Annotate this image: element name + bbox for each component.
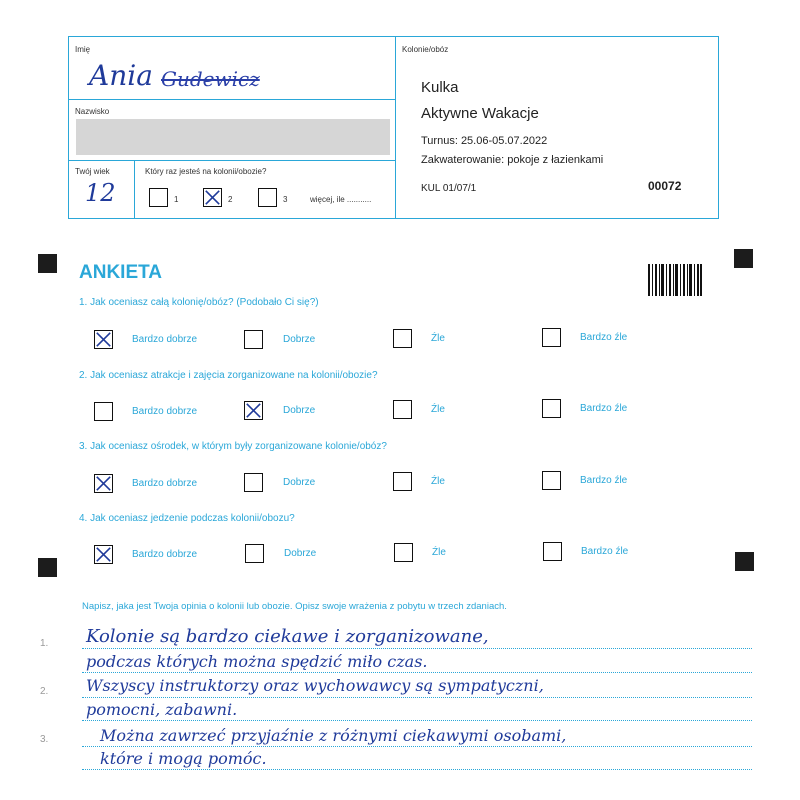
age-value[interactable]: 12 [85, 179, 116, 207]
q2-dobrze-checkbox[interactable] [244, 401, 263, 420]
surname-redaction [76, 119, 390, 155]
times-option-2: 2 [228, 195, 233, 204]
opinion-line-6[interactable]: które i mogą pomóc. [100, 749, 267, 768]
camp-program: Aktywne Wakacje [421, 105, 539, 122]
q1-bardzo-zle-checkbox[interactable] [542, 328, 561, 347]
check-mark-icon [245, 402, 262, 419]
barcode-icon [648, 264, 702, 296]
check-mark-icon [204, 189, 221, 206]
times-checkbox-2[interactable] [203, 188, 222, 207]
struck-surname: Gudewicz [161, 67, 260, 91]
q2-zle-checkbox[interactable] [393, 400, 412, 419]
q3-bardzo-dobrze-checkbox[interactable] [94, 474, 113, 493]
writing-line [82, 672, 752, 673]
q3-option-4: Bardzo źle [580, 475, 628, 486]
writing-line [82, 697, 752, 698]
writing-line [82, 769, 752, 770]
q3-option-1: Bardzo dobrze [132, 478, 198, 489]
line-number-1: 1. [40, 638, 49, 649]
q1-option-4: Bardzo źle [580, 332, 628, 343]
name-label: Imię [75, 45, 91, 54]
header-form [68, 36, 719, 219]
q3-zle-checkbox[interactable] [393, 472, 412, 491]
check-mark-icon [95, 546, 112, 563]
q1-option-2: Dobrze [283, 334, 316, 345]
q2-option-3: Źle [431, 404, 445, 415]
q2-option-2: Dobrze [283, 405, 316, 416]
q3-bardzo-zle-checkbox[interactable] [542, 471, 561, 490]
q4-dobrze-checkbox[interactable] [245, 544, 264, 563]
q4-bardzo-zle-checkbox[interactable] [543, 542, 562, 561]
times-checkbox-3[interactable] [258, 188, 277, 207]
q2-bardzo-zle-checkbox[interactable] [542, 399, 561, 418]
q2-bardzo-dobrze-checkbox[interactable] [94, 402, 113, 421]
opinion-line-5[interactable]: Można zawrzeć przyjaźnie z różnymi ciekawymi osobami, [100, 726, 567, 745]
q4-option-3: Źle [432, 547, 446, 558]
q1-dobrze-checkbox[interactable] [244, 330, 263, 349]
q1-option-3: Źle [431, 333, 445, 344]
camp-code: KUL 01/07/1 [421, 183, 477, 194]
registration-mark [734, 249, 753, 268]
name-value[interactable]: Ania [89, 59, 153, 92]
q4-option-4: Bardzo źle [581, 546, 629, 557]
survey-title: ANKIETA [79, 262, 163, 283]
age-divider [134, 160, 135, 218]
surname-label: Nazwisko [75, 107, 110, 116]
row-divider [69, 99, 395, 100]
opinion-prompt: Napisz, jaka jest Twoja opinia o kolonii lub obozie. Opisz swoje wrażenia z pobytu w trzech zdaniach. [82, 601, 507, 612]
question-3: 3. Jak oceniasz ośrodek, w którym były zorganizowane kolonie/obóz? [79, 441, 387, 452]
q2-option-4: Bardzo źle [580, 403, 628, 414]
q1-zle-checkbox[interactable] [393, 329, 412, 348]
q2-option-1: Bardzo dobrze [132, 406, 198, 417]
registration-mark [38, 254, 57, 273]
opinion-line-3[interactable]: Wszyscy instruktorzy oraz wychowawcy są sympatyczni, [86, 676, 544, 695]
registration-mark [38, 558, 57, 577]
row-divider [69, 160, 395, 161]
line-number-2: 2. [40, 686, 49, 697]
check-mark-icon [95, 331, 112, 348]
times-option-1: 1 [174, 195, 179, 204]
opinion-line-2[interactable]: podczas których można spędzić miło czas. [86, 652, 428, 671]
camp-label: Kolonie/obóz [402, 45, 449, 54]
registration-mark [735, 552, 754, 571]
q1-option-1: Bardzo dobrze [132, 334, 198, 345]
times-label: Który raz jesteś na kolonii/obozie? [145, 167, 267, 176]
column-divider [395, 37, 396, 218]
opinion-line-4[interactable]: pomocni, zabawni. [86, 700, 238, 719]
q4-bardzo-dobrze-checkbox[interactable] [94, 545, 113, 564]
writing-line [82, 648, 752, 649]
check-mark-icon [95, 475, 112, 492]
question-1: 1. Jak oceniasz całą kolonię/obóz? (Podobało Ci się?) [79, 297, 319, 308]
opinion-line-1[interactable]: Kolonie są bardzo ciekawe i zorganizowane, [86, 626, 489, 647]
question-2: 2. Jak oceniasz atrakcje i zajęcia zorganizowane na kolonii/obozie? [79, 370, 378, 381]
camp-name: Kulka [421, 79, 459, 96]
q3-option-3: Źle [431, 476, 445, 487]
line-number-3: 3. [40, 734, 49, 745]
times-more: więcej, ile ........... [310, 195, 372, 204]
q4-option-2: Dobrze [284, 548, 317, 559]
q4-zle-checkbox[interactable] [394, 543, 413, 562]
times-checkbox-1[interactable] [149, 188, 168, 207]
accommodation: Zakwaterowanie: pokoje z łazienkami [421, 154, 604, 166]
form-number: 00072 [648, 179, 682, 193]
writing-line [82, 720, 752, 721]
q1-bardzo-dobrze-checkbox[interactable] [94, 330, 113, 349]
writing-line [82, 746, 752, 747]
turnus: Turnus: 25.06-05.07.2022 [421, 135, 548, 147]
age-label: Twój wiek [75, 167, 110, 176]
q4-option-1: Bardzo dobrze [132, 549, 198, 560]
q3-option-2: Dobrze [283, 477, 316, 488]
q3-dobrze-checkbox[interactable] [244, 473, 263, 492]
question-4: 4. Jak oceniasz jedzenie podczas kolonii/obozu? [79, 513, 295, 524]
times-option-3: 3 [283, 195, 288, 204]
